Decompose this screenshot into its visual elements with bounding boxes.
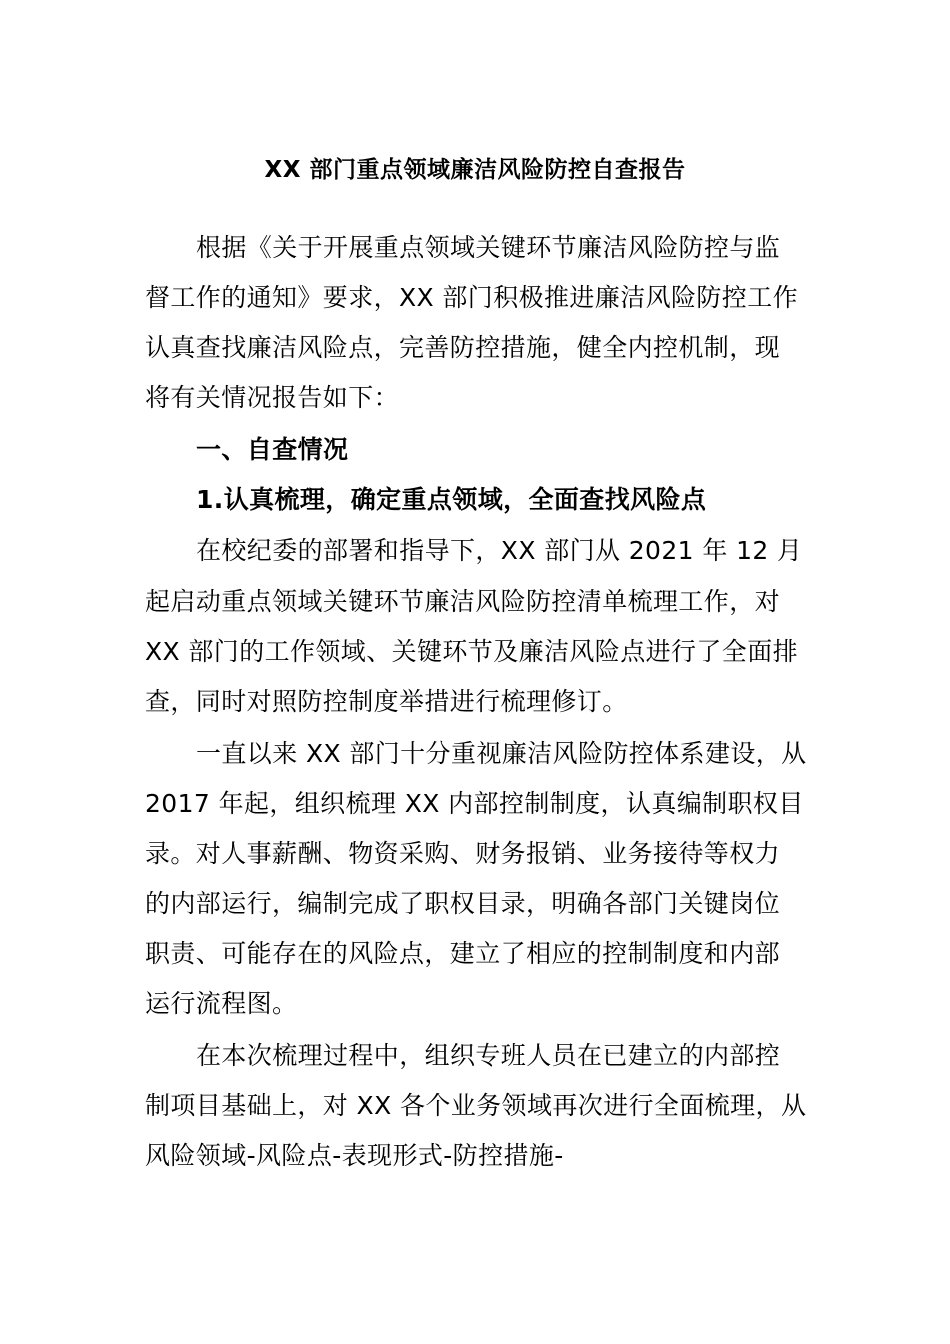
paragraph-line: XX 部门的工作领域、关键环节及廉洁风险点进行了全面排 xyxy=(145,637,799,666)
paragraph-line: 认真查找廉洁风险点，完善防控措施，健全内控机制，现 xyxy=(145,333,781,362)
paragraph-line: 运行流程图。 xyxy=(145,989,298,1018)
paragraph-line: 的内部运行，编制完成了职权目录，明确各部门关键岗位 xyxy=(145,889,781,918)
subsection-heading: 1.认真梳理，确定重点领域，全面查找风险点 xyxy=(196,485,707,514)
paragraph-line: 起启动重点领域关键环节廉洁风险防控清单梳理工作，对 xyxy=(145,587,781,616)
paragraph-line: 风险领域-风险点-表现形式-防控措施- xyxy=(145,1141,564,1170)
paragraph-line: 录。对人事薪酬、物资采购、财务报销、业务接待等权力 xyxy=(145,839,781,868)
paragraph-line: 制项目基础上，对 XX 各个业务领域再次进行全面梳理，从 xyxy=(145,1091,807,1120)
document-title: XX 部门重点领域廉洁风险防控自查报告 xyxy=(264,157,686,183)
paragraph-line: 一直以来 XX 部门十分重视廉洁风险防控体系建设，从 xyxy=(196,739,807,768)
paragraph-line: 查，同时对照防控制度举措进行梳理修订。 xyxy=(145,687,628,716)
paragraph-line: 督工作的通知》要求，XX 部门积极推进廉洁风险防控工作 xyxy=(145,283,799,312)
paragraph-line: 将有关情况报告如下： xyxy=(145,383,400,412)
paragraph-line: 在校纪委的部署和指导下，XX 部门从 2021 年 12 月 xyxy=(196,536,803,565)
section-heading: 一、自查情况 xyxy=(196,435,349,464)
paragraph-line: 职责、可能存在的风险点，建立了相应的控制制度和内部 xyxy=(145,939,781,968)
paragraph-line: 2017 年起，组织梳理 XX 内部控制制度，认真编制职权目 xyxy=(145,789,804,818)
paragraph-line: 根据《关于开展重点领域关键环节廉洁风险防控与监 xyxy=(196,233,781,262)
paragraph-line: 在本次梳理过程中，组织专班人员在已建立的内部控 xyxy=(196,1041,781,1070)
